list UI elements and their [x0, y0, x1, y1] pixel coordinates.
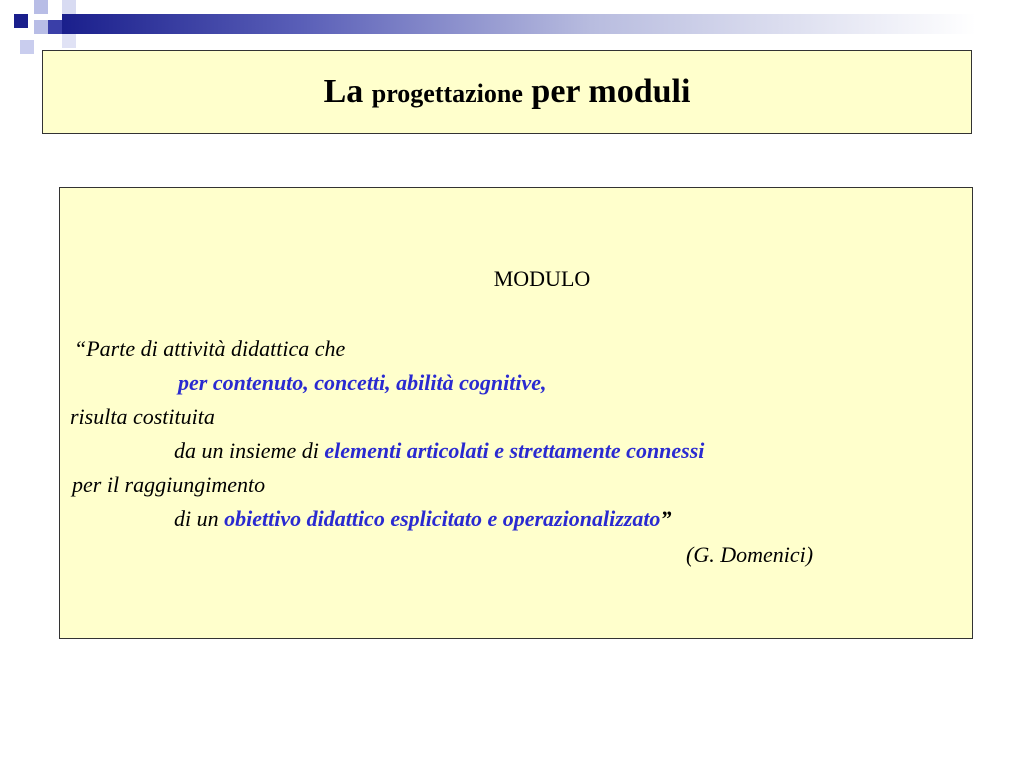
decorative-square [34, 0, 48, 14]
decorative-square [34, 20, 48, 34]
decorative-square [62, 0, 76, 14]
decorative-square [62, 34, 76, 48]
title-box [42, 50, 972, 134]
definition-line-6-highlight: obiettivo didattico esplicitato e operazionalizzato [224, 506, 661, 531]
definition-line-4-prefix: da un insieme di [174, 438, 325, 463]
definition-line-4-highlight: elementi articolati e strettamente connessi [324, 438, 705, 463]
title-part-3: per moduli [531, 73, 691, 110]
decorative-square [48, 20, 62, 34]
decorative-square [20, 40, 34, 54]
decorative-gradient-band [62, 14, 1024, 34]
author-citation: (G. Domenici) [686, 542, 814, 567]
definition-line-3: risulta costituita [70, 404, 215, 429]
slide-title [324, 73, 691, 111]
content-box [59, 187, 973, 639]
module-heading: MODULO [493, 266, 591, 291]
closing-quote: ” [660, 506, 672, 531]
definition-line-6 [174, 506, 671, 532]
definition-line-1: “Parte di attività didattica che [74, 336, 346, 361]
definition-line-6-prefix: di un [174, 506, 225, 531]
definition-line-4 [174, 438, 704, 464]
definition-line-5: per il raggiungimento [72, 472, 266, 497]
title-part-1: La [323, 73, 364, 110]
definition-line-2: per contenuto, concetti, abilità cognitive, [178, 370, 547, 395]
title-part-2: progettazione [371, 79, 523, 108]
decorative-square [14, 14, 28, 28]
